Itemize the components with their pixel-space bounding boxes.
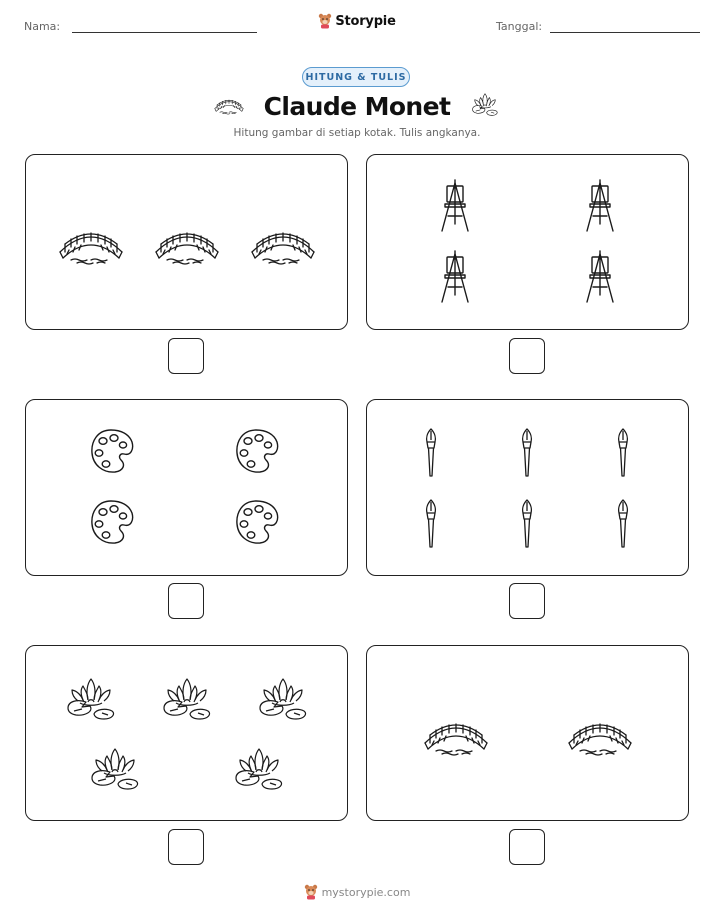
- palette-icon: [89, 498, 135, 546]
- bridge-icon: [422, 709, 490, 757]
- page-title: Claude Monet: [263, 91, 451, 121]
- answer-box-4[interactable]: [509, 583, 545, 619]
- easel-icon: [437, 249, 473, 305]
- water-lily-icon: [232, 744, 286, 792]
- water-lily-icon: [64, 674, 118, 722]
- instructions: Hitung gambar di setiap kotak. Tulis angkanya.: [233, 127, 481, 139]
- date-line[interactable]: [550, 20, 700, 33]
- easel-icon: [437, 178, 473, 234]
- activity-badge: HITUNG & TULIS: [302, 67, 410, 87]
- water-lily-icon: [468, 91, 502, 121]
- exercise-card-2: [366, 154, 689, 330]
- paintbrush-icon: [421, 498, 441, 550]
- palette-icon: [234, 427, 280, 475]
- water-lily-icon: [160, 674, 214, 722]
- answer-box-1[interactable]: [168, 338, 204, 374]
- footer-url: mystorypie.com: [321, 885, 411, 899]
- footer: [0, 884, 714, 900]
- paintbrush-icon: [613, 498, 633, 550]
- date-field[interactable]: [496, 20, 700, 33]
- bridge-icon: [212, 93, 246, 119]
- answer-box-2[interactable]: [509, 338, 545, 374]
- exercise-card-3: [25, 399, 348, 576]
- answer-box-5[interactable]: [168, 829, 204, 865]
- water-lily-icon: [256, 674, 310, 722]
- bridge-icon: [249, 218, 317, 266]
- brand-name: Storypie: [335, 13, 396, 29]
- easel-icon: [582, 249, 618, 305]
- bridge-icon: [566, 709, 634, 757]
- bear-icon: [318, 13, 332, 29]
- answer-box-6[interactable]: [509, 829, 545, 865]
- exercise-card-6: [366, 645, 689, 821]
- date-label: Tanggal:: [496, 20, 543, 33]
- exercise-card-1: [25, 154, 348, 330]
- answer-box-3[interactable]: [168, 583, 204, 619]
- water-lily-icon: [88, 744, 142, 792]
- paintbrush-icon: [421, 427, 441, 479]
- bridge-icon: [57, 218, 125, 266]
- title-row: [0, 91, 714, 121]
- name-label: Nama:: [24, 20, 61, 33]
- palette-icon: [234, 498, 280, 546]
- palette-icon: [89, 427, 135, 475]
- exercise-card-5: [25, 645, 348, 821]
- paintbrush-icon: [517, 427, 537, 479]
- easel-icon: [582, 178, 618, 234]
- exercise-card-4: [366, 399, 689, 576]
- paintbrush-icon: [517, 498, 537, 550]
- paintbrush-icon: [613, 427, 633, 479]
- bear-icon: [304, 884, 318, 900]
- bridge-icon: [153, 218, 221, 266]
